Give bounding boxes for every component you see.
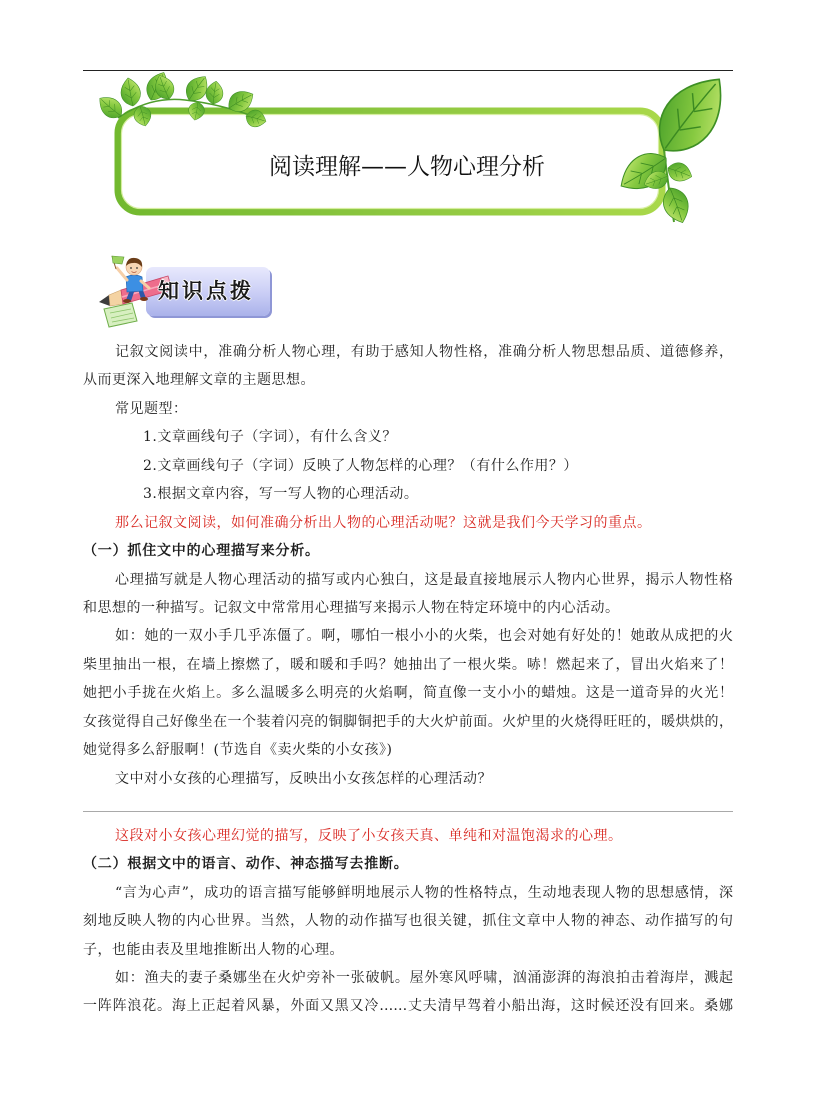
section1-explanation-line: 心理描写就是人物心理活动的描写或内心独白，这是最直接地展示人物内心世界，揭示人物性格: [115, 571, 733, 588]
section1-answer: 这段对小女孩心理幻觉的描写，反映了小女孩天真、单纯和对温饱渴求的心理。: [115, 827, 623, 844]
section1-example-line: 她把小手拢在火焰上。多么温暖多么明亮的火焰啊，简直像一支小小的蜡烛。这是一道奇异的火光！: [83, 685, 733, 702]
intro-line: 从而更深入地理解文章的主题思想。: [83, 372, 315, 389]
section2-example-line: 如：渔夫的妻子桑娜坐在火炉旁补一张破帆。屋外寒风呼啸，汹涌澎湃的海浪拍击着海岸，溅起: [115, 969, 733, 986]
key-point: 那么记叙文阅读，如何准确分析出人物的心理活动呢？这就是我们今天学习的重点。: [115, 514, 652, 531]
intro-line: 记叙文阅读中，准确分析人物心理，有助于感知人物性格，准确分析人物思想品质、道德修养，: [115, 344, 733, 360]
section1-question: 文中对小女孩的心理描写，反映出小女孩怎样的心理活动？: [115, 770, 492, 787]
answer-line-stroke: [83, 811, 733, 812]
question-type-item: 2.文章画线句子（字词）反映了人物怎样的心理？（有什么作用？）: [143, 457, 578, 474]
page-title: 阅读理解——人物心理分析: [269, 154, 545, 180]
section1-explanation-line: 和思想的一种描写。记叙文中常常用心理描写来揭示人物在特定环境中的内心活动。: [83, 599, 620, 616]
section2-explanation-line: 子，也能由表及里地推断出人物的心理。: [83, 941, 344, 958]
section2-heading: （二）根据文中的语言、动作、神态描写去推断。: [83, 856, 409, 873]
badge-label: 知识点拨: [158, 279, 254, 303]
section1-example-line: 如：她的一双小手几乎冻僵了。啊，哪怕一根小小的火柴，也会对她有好处的！她敢从成把的火: [115, 628, 733, 645]
section1-example-line: 她觉得多么舒服啊！(节选自《卖火柴的小女孩》): [83, 742, 393, 759]
paper-icon: [104, 303, 137, 327]
section2-example-line: 一阵阵浪花。海上正起着风暴，外面又黑又冷……丈夫清早驾着小船出海，这时候还没有回来。桑娜: [83, 998, 733, 1015]
document-body: [83, 338, 733, 1021]
question-types-heading: 常见题型：: [115, 400, 188, 417]
title-banner-frame: [0, 0, 816, 240]
section1-heading: （一）抓住文中的心理描写来分析。: [83, 543, 320, 560]
section2-explanation-line: 刻地反映人物的内心世界。当然，人物的动作描写也很关键，抓住文章中人物的神态、动作描写的句: [83, 913, 733, 930]
section1-example-line: 女孩觉得自己好像坐在一个装着闪亮的铜脚铜把手的大火炉前面。火炉里的火烧得旺旺的，暖烘烘的，: [83, 713, 733, 730]
question-type-item: 3.根据文章内容，写一写人物的心理活动。: [143, 486, 419, 503]
section2-explanation-line: “言为心声”，成功的语言描写能够鲜明地展示人物的性格特点，生动地表现人物的思想感情，深: [115, 884, 733, 901]
question-type-item: 1.文章画线句子（字词），有什么含义？: [143, 429, 397, 446]
answer-line: [83, 793, 733, 822]
section1-example-line: 柴里抽出一根，在墙上擦燃了，暖和暖和手吗？她抽出了一根火柴。哧！燃起来了，冒出火焰来了！: [83, 656, 733, 673]
